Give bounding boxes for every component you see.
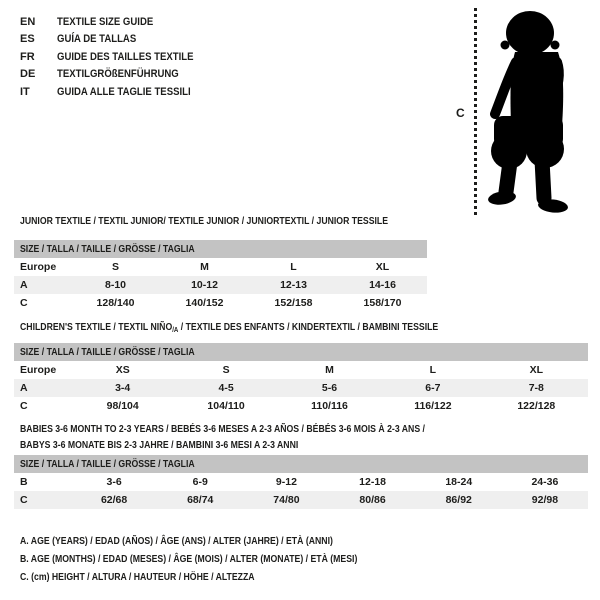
age-cell: 12-13: [280, 279, 307, 291]
height-cell: 158/170: [363, 297, 402, 309]
guide-title-en: TEXTILE SIZE GUIDE: [57, 15, 154, 28]
guide-title-es: GUÍA DE TALLAS: [57, 33, 137, 46]
size-cell: L: [429, 364, 437, 376]
language-code: IT: [20, 85, 30, 98]
size-cell: M: [325, 364, 334, 376]
nino-a-subscript: /A: [172, 327, 179, 334]
height-cell: 74/80: [273, 494, 300, 506]
age-cell: 7-8: [528, 382, 544, 394]
age-cell: 6-9: [192, 476, 208, 488]
footnote-a: A. AGE (YEARS) / EDAD (AÑOS) / ÂGE (ANS) / ALTER (JAHRE) / ETÀ (ANNI): [20, 535, 333, 547]
size-header-bar: SIZE / TALLA / TAILLE / GRÖSSE / TAGLIA: [14, 343, 588, 361]
size-header-bar: SIZE / TALLA / TAILLE / GRÖSSE / TAGLIA: [14, 455, 588, 473]
height-dashed-line: [474, 8, 477, 215]
height-cell: 68/74: [187, 494, 214, 506]
language-code: ES: [20, 33, 35, 46]
table-row-height: [14, 491, 588, 509]
children-table-title: CHILDREN'S TEXTILE / TEXTIL $NIÑO_{/A}$ / TEXTILE DES ENFANTS / KINDERTEXTIL / BAMBINI TESSILE: [20, 322, 439, 334]
babies-size-table: [14, 455, 588, 509]
size-cell: XL: [375, 261, 390, 273]
table-row-europe: [14, 258, 427, 276]
junior-size-table: [14, 240, 427, 312]
language-code: EN: [20, 15, 36, 28]
height-cell: 128/140: [96, 297, 135, 309]
height-cell: 152/158: [274, 297, 313, 309]
height-cell: 122/128: [517, 400, 556, 412]
age-cell: 6-7: [425, 382, 441, 394]
age-cell: 5-6: [321, 382, 338, 394]
age-cell: 3-6: [106, 476, 122, 488]
row-label: B: [20, 476, 28, 488]
age-cell: 14-16: [369, 279, 396, 291]
size-cell: M: [200, 261, 209, 273]
height-cell: 98/104: [106, 400, 139, 412]
measure-legend: [20, 532, 408, 586]
height-cell: 86/92: [445, 494, 472, 506]
row-label: C: [20, 400, 28, 412]
language-code: DE: [20, 68, 36, 81]
babies-table-title: BABIES 3-6 MONTH TO 2-3 YEARS / BEBÉS 3-6 MESES A 2-3 AÑOS / BÉBÉS 3-6 MOIS À 2-3 ANS / BABYS 3-6 MONATE BIS 2-3 JAHRE / BAMBINI 3-6 MESI A 2-3 ANNI: [20, 424, 425, 451]
size-cell: S: [222, 364, 230, 376]
age-cell: 8-10: [104, 279, 126, 291]
size-header-bar: SIZE / TALLA / TAILLE / GRÖSSE / TAGLIA: [14, 240, 427, 258]
age-cell: 10-12: [191, 279, 218, 291]
row-label: Europe: [20, 364, 57, 376]
height-cell: 110/116: [311, 400, 348, 412]
row-label: A: [20, 279, 28, 291]
age-cell: 18-24: [445, 476, 473, 488]
language-row-de: [20, 66, 214, 84]
footnote-c: C. (cm) HEIGHT / ALTURA / HAUTEUR / HÖHE / ALTEZZA: [20, 571, 255, 583]
language-row-fr: [20, 48, 214, 66]
footnote-b: B. AGE (MONTHS) / EDAD (MESES) / ÂGE (MOIS) / ALTER (MONATE) / ETÀ (MESI): [20, 553, 358, 565]
row-label: Europe: [20, 261, 57, 273]
height-cell: 140/152: [185, 297, 224, 309]
age-cell: 3-4: [115, 382, 131, 394]
guide-title-fr: GUIDE DES TAILLES TEXTILE: [57, 50, 194, 63]
children-size-table: [14, 343, 588, 415]
size-cell: S: [111, 261, 119, 273]
size-cell: L: [290, 261, 297, 273]
toddler-silhouette-image: [482, 10, 572, 214]
age-cell: 9-12: [275, 476, 297, 488]
height-cell: 104/110: [207, 400, 245, 412]
row-label: A: [20, 382, 28, 394]
junior-table-title: JUNIOR TEXTILE / TEXTIL JUNIOR/ TEXTILE JUNIOR / JUNIORTEXTIL / JUNIOR TESSILE: [20, 216, 389, 227]
table-row-age: [14, 379, 588, 397]
height-cell: 62/68: [100, 494, 128, 506]
height-cell: 116/122: [414, 400, 452, 412]
language-row-en: [20, 13, 214, 31]
height-measure-label: C: [456, 106, 465, 120]
table-row-age: [14, 276, 427, 294]
guide-title-it: GUIDA ALLE TAGLIE TESSILI: [57, 85, 191, 98]
age-cell: 4-5: [218, 382, 234, 394]
row-label: C: [20, 494, 28, 506]
table-row-europe: [14, 361, 588, 379]
row-label: C: [20, 297, 28, 309]
age-cell: 24-36: [531, 476, 559, 488]
table-row-height: [14, 397, 588, 415]
language-code: FR: [20, 50, 35, 63]
table-row-age-months: [14, 473, 588, 491]
size-cell: XL: [529, 364, 543, 376]
size-cell: XS: [115, 364, 130, 376]
guide-title-de: TEXTILGRÖßENFÜHRUNG: [57, 68, 179, 81]
language-legend: [20, 13, 214, 101]
height-cell: 80/86: [359, 494, 386, 506]
height-cell: 92/98: [531, 494, 559, 506]
table-row-height: [14, 294, 427, 312]
language-row-it: [20, 83, 214, 101]
language-row-es: [20, 31, 214, 49]
age-cell: 12-18: [359, 476, 386, 488]
